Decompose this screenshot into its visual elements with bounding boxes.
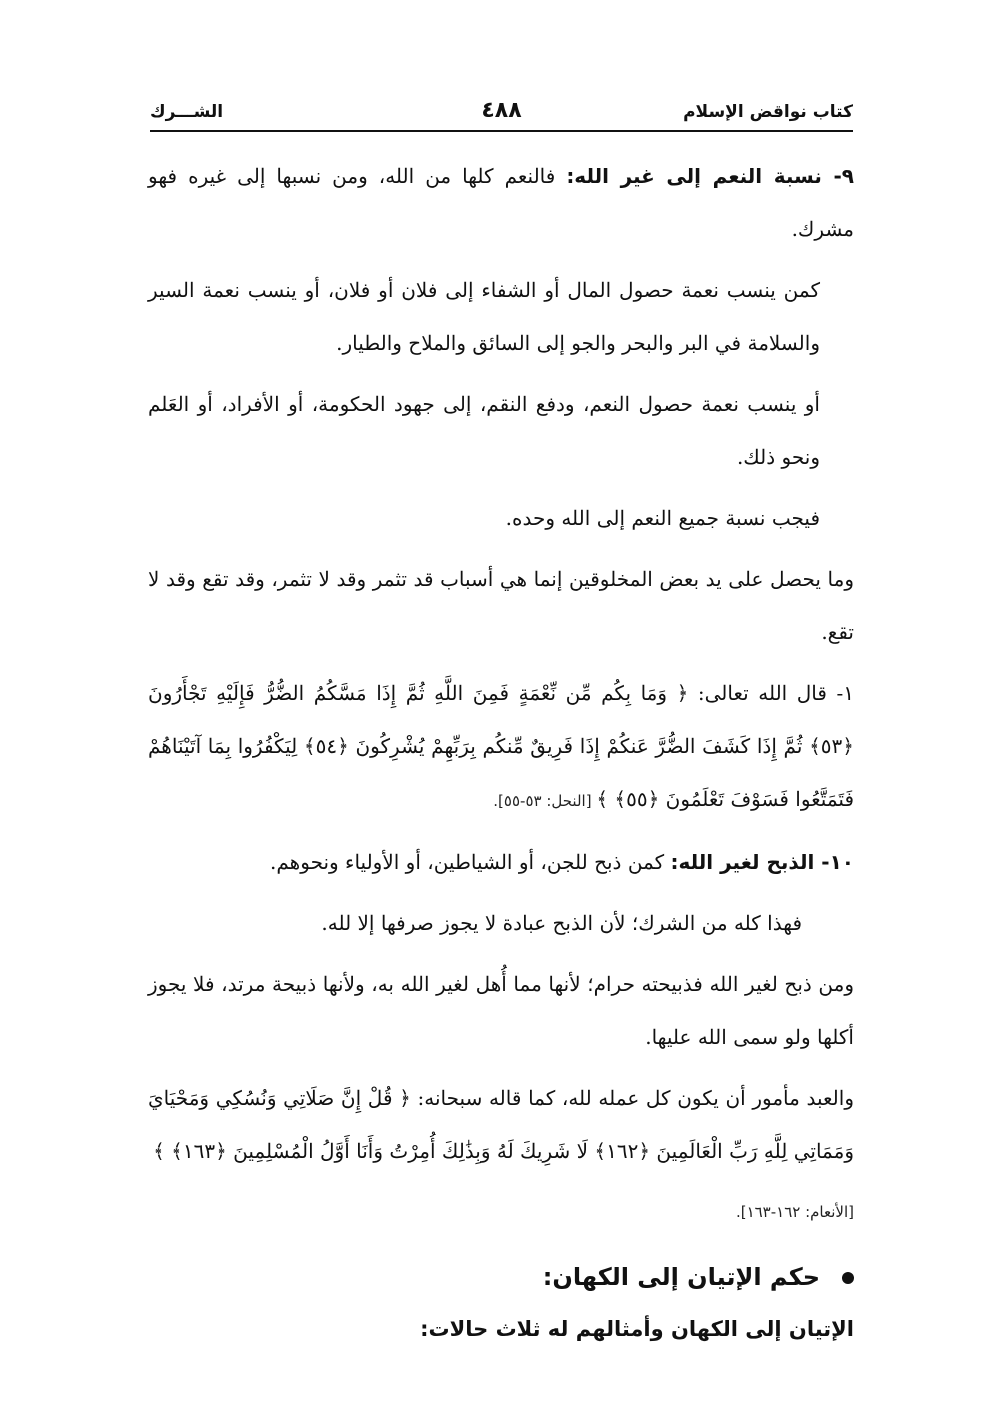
paragraph-6: ومن ذبح لغير الله فذبيحته حرام؛ لأنها مما أُهل لغير الله به، ولأنها ذبيحة مرتد، فلا يجوز أكلها ولو سمى الله عليها.	[148, 972, 854, 1049]
bullet-icon	[842, 1272, 854, 1284]
quote-2-verse: ﴿ قُلْ إِنَّ صَلَاتِي وَنُسُكِي وَمَحْيَايَ وَمَمَاتِي لِلَّهِ رَبِّ الْعَالَمِينَ ﴿١٦٢﴾ لَا شَرِيكَ لَهُ وَبِذَٰلِكَ أُمِرْتُ وَأَنَا أَوَّلُ الْمُسْلِمِينَ ﴿١٦٣﴾ ﴾	[148, 1086, 854, 1163]
paragraph-2: أو ينسب نعمة حصول النعم، ودفع النقم، إلى جهود الحكومة، أو الأفراد، أو العَلم ونحو ذلك.	[148, 392, 820, 469]
section-title: الشـــرك	[150, 102, 224, 122]
subheading: الإتيان إلى الكهان وأمثالهم له ثلاث حالات:	[420, 1317, 854, 1341]
page-body	[148, 150, 854, 1364]
quote-2	[148, 1072, 854, 1178]
paragraph-1: كمن ينسب نعمة حصول المال أو الشفاء إلى فلان أو فلان، أو ينسب نعمة السير والسلامة في البر والبحر والجو إلى السائق والملاح والطيار.	[148, 278, 820, 355]
header-rule	[150, 130, 853, 132]
page-number: ٤٨٨	[481, 98, 522, 123]
quote-2-intro: والعبد مأمور أن يكون كل عمله لله، كما قاله سبحانه:	[410, 1086, 854, 1110]
quote-1-verse: ﴿ وَمَا بِكُم مِّن نِّعْمَةٍ فَمِنَ اللَّهِ ثُمَّ إِذَا مَسَّكُمُ الضُّرُّ فَإِلَيْهِ تَجْأَرُونَ ﴿٥٣﴾ ثُمَّ إِذَا كَشَفَ الضُّرَّ عَنكُمْ إِذَا فَرِيقٌ مِّنكُم بِرَبِّهِمْ يُشْرِكُونَ ﴿٥٤﴾ لِيَكْفُرُوا بِمَا آتَيْنَاهُمْ فَتَمَتَّعُوا فَسَوْفَ تَعْلَمُونَ ﴿٥٥﴾ ﴾	[148, 681, 854, 811]
item-9-text: فالنعم كلها من الله، ومن نسبها إلى غيره فهو مشرك.	[148, 164, 854, 241]
section-heading-text: حكم الإتيان إلى الكهان:	[542, 1263, 820, 1291]
book-title: كتاب نواقض الإسلام	[683, 102, 853, 122]
quote-2-reference: [الأنعام: ١٦٢-١٦٣].	[735, 1203, 854, 1221]
item-10-text: كمن ذبح للجن، أو الشياطين، أو الأولياء ونحوهم.	[270, 850, 671, 874]
item-10	[148, 836, 854, 889]
page-header	[150, 96, 853, 136]
section-heading	[148, 1251, 854, 1303]
item-9-label: ٩- نسبة النعم إلى غير الله:	[566, 164, 855, 188]
paragraph-4: وما يحصل على يد بعض المخلوقين إنما هي أسباب قد تثمر وقد لا تثمر، وقد تقع وقد لا تقع.	[148, 567, 854, 644]
quote-1-intro: ١- قال الله تعالى:	[688, 681, 854, 705]
item-9	[148, 150, 854, 256]
paragraph-3: فيجب نسبة جميع النعم إلى الله وحده.	[505, 506, 820, 530]
quote-1-reference: [النحل: ٥٣-٥٥].	[493, 792, 597, 810]
item-10-label: ١٠- الذبح لغير الله:	[670, 850, 854, 874]
paragraph-5: فهذا كله من الشرك؛ لأن الذبح عبادة لا يجوز صرفها إلا لله.	[321, 911, 802, 935]
quote-1	[148, 667, 854, 828]
